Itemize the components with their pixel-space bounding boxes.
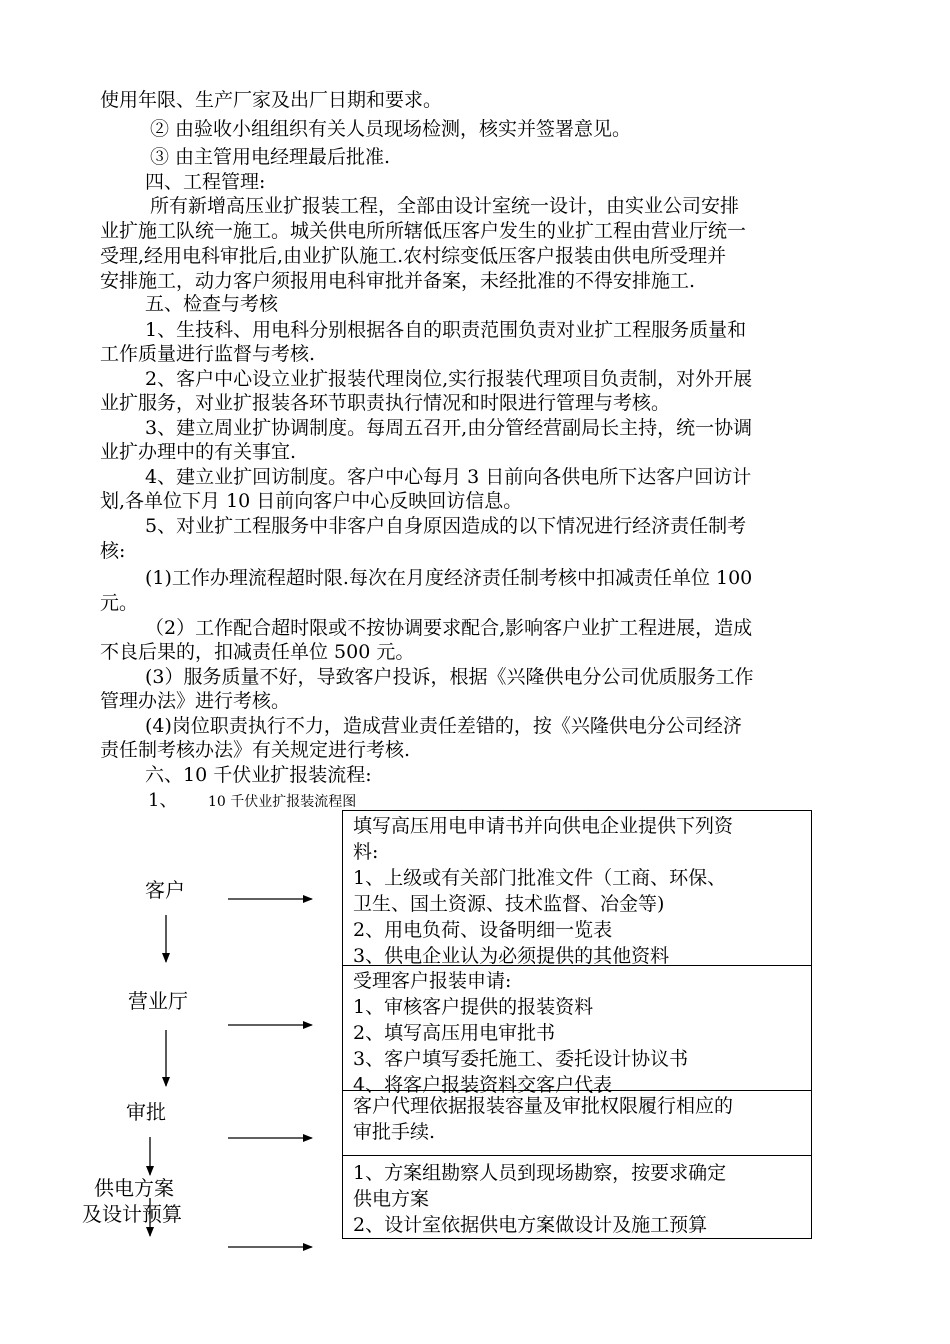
text-line: (3）服务质量不好，导致客户投诉，根据《兴隆供电分公司优质服务工作 <box>145 666 754 688</box>
text-line: ② 由验收小组组织有关人员现场检测，核实并签署意见。 <box>150 118 632 140</box>
section-heading: 五、检查与考核 <box>145 293 279 315</box>
box-line: 1、审核客户提供的报装资料 <box>353 996 594 1018</box>
flowchart-caption: 10 千伏业扩报装流程图 <box>208 794 357 810</box>
text-line: 业扩服务，对业扩报装各环节职责执行情况和时限进行管理与考核。 <box>100 392 671 414</box>
text-line: (1)工作办理流程超时限.每次在月度经济责任制考核中扣减责任单位 100 <box>145 567 753 589</box>
box-line: 填写高压用电申请书并向供电企业提供下列资 <box>353 815 734 837</box>
box-line: 审批手续. <box>353 1121 436 1143</box>
text-line: 4、建立业扩回访制度。客户中心每月 3 日前向各供电所下达客户回访计 <box>145 466 752 488</box>
flowchart-number: 1、 <box>148 790 178 811</box>
text-line: 核: <box>100 540 126 562</box>
text-line: 所有新增高压业扩报装工程，全部由设计室统一设计，由实业公司安排 <box>150 195 740 217</box>
text-line: 元。 <box>100 592 139 614</box>
node-approval: 审批 <box>126 1100 166 1124</box>
box-line: 供电方案 <box>353 1188 430 1210</box>
text-line: 5、对业扩工程服务中非客户自身原因造成的以下情况进行经济责任制考 <box>145 515 747 537</box>
text-line: 2、客户中心设立业扩报装代理岗位,实行报装代理项目负责制，对外开展 <box>145 368 753 390</box>
text-line: 使用年限、生产厂家及出厂日期和要求。 <box>100 89 443 111</box>
text-line: 工作质量进行监督与考核. <box>100 343 316 365</box>
text-line: 管理办法》进行考核。 <box>100 690 291 712</box>
text-line: 划,各单位下月 10 日前向客户中心反映回访信息。 <box>100 490 523 512</box>
text-line: 不良后果的，扣减责任单位 500 元。 <box>100 641 415 663</box>
section-heading: 六、10 千伏业扩报装流程: <box>145 764 372 786</box>
box-line: 2、填写高压用电审批书 <box>353 1022 556 1044</box>
text-line: 业扩办理中的有关事宜. <box>100 441 297 463</box>
text-line: 3、建立周业扩协调制度。每周五召开,由分管经营副局长主持，统一协调 <box>145 417 753 439</box>
box-line: 4、将客户报装资料交客户代表 <box>353 1074 613 1096</box>
section-heading: 四、工程管理: <box>145 171 266 193</box>
box-line: 3、供电企业认为必须提供的其他资料 <box>353 945 670 967</box>
node-service-hall: 营业厅 <box>128 989 188 1013</box>
text-line: 责任制考核办法》有关规定进行考核. <box>100 739 411 761</box>
box-line: 料: <box>353 841 379 863</box>
box-line: 1、上级或有关部门批准文件（工商、环保、 <box>353 867 727 889</box>
text-line: 业扩施工队统一施工。城关供电所所辖低压客户发生的业扩工程由营业厅统一 <box>100 220 747 242</box>
box-line: 3、客户填写委托施工、委托设计协议书 <box>353 1048 689 1070</box>
text-line: 1、生技科、用电科分别根据各自的职责范围负责对业扩工程服务质量和 <box>145 319 747 341</box>
text-line: 受理,经用电科审批后,由业扩队施工.农村综变低压客户报装由供电所受理并 <box>100 245 727 267</box>
node-supply-plan-line2: 及设计预算 <box>82 1202 182 1226</box>
box-line: 卫生、国土资源、技术监督、冶金等) <box>353 893 665 915</box>
text-line: (4)岗位职责执行不力，造成营业责任差错的，按《兴隆供电分公司经济 <box>145 715 742 737</box>
text-line: ③ 由主管用电经理最后批准. <box>150 146 391 168</box>
box-line: 2、设计室依据供电方案做设计及施工预算 <box>353 1214 708 1236</box>
box-line: 客户代理依据报装容量及审批权限履行相应的 <box>353 1095 734 1117</box>
box-line: 受理客户报装申请: <box>353 970 512 992</box>
text-line: 安排施工，动力客户须报用电科审批并备案，未经批准的不得安排施工. <box>100 270 696 292</box>
node-supply-plan-line1: 供电方案 <box>94 1176 174 1200</box>
node-customer: 客户 <box>145 878 185 902</box>
box-line: 1、方案组勘察人员到现场勘察，按要求确定 <box>353 1162 727 1184</box>
text-line: （2）工作配合超时限或不按协调要求配合,影响客户业扩工程进展，造成 <box>145 617 753 639</box>
box-line: 2、用电负荷、设备明细一览表 <box>353 919 613 941</box>
